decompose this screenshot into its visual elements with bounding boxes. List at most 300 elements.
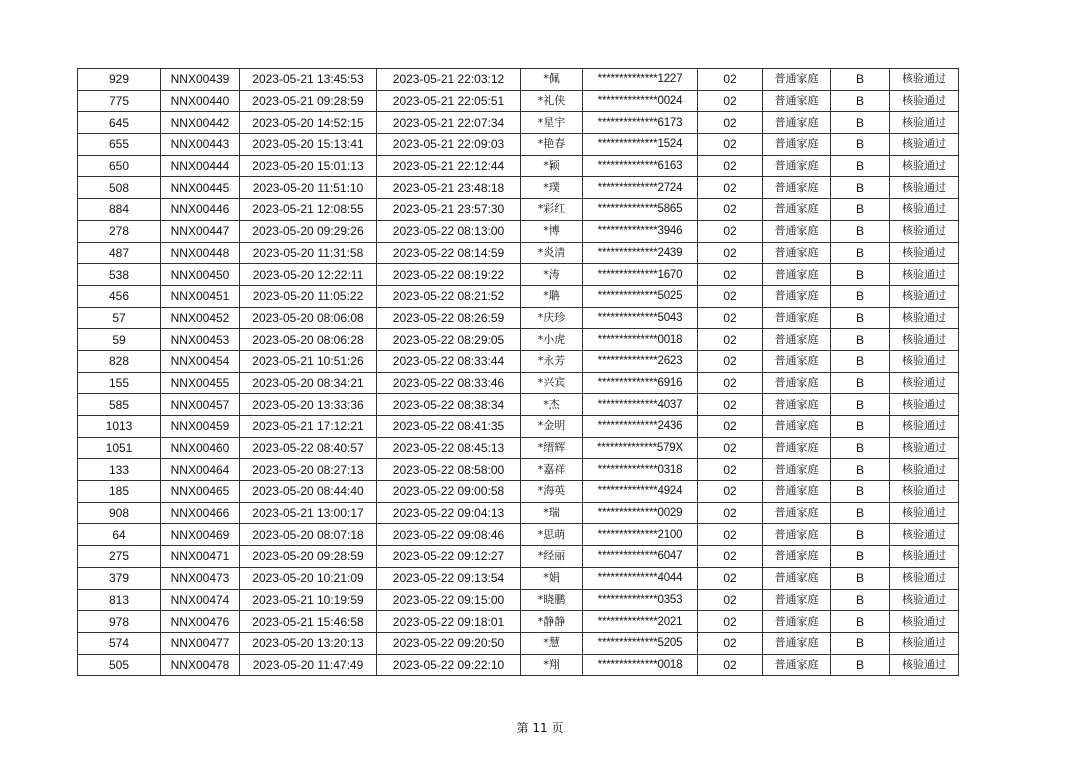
id-number-cell: **************6047 — [583, 546, 698, 568]
review-time-cell: 2023-05-22 09:04:13 — [377, 502, 521, 524]
grade-cell: B — [831, 481, 890, 503]
grade-cell: B — [831, 90, 890, 112]
status-cell: 核验通过 — [890, 459, 959, 481]
apply-time-cell: 2023-05-20 14:52:15 — [240, 112, 377, 134]
family-type-cell: 普通家庭 — [763, 372, 831, 394]
id-number-cell: **************3946 — [583, 220, 698, 242]
grade-cell: B — [831, 524, 890, 546]
family-type-cell: 普通家庭 — [763, 285, 831, 307]
family-type-cell: 普通家庭 — [763, 394, 831, 416]
seq-cell: 456 — [78, 285, 161, 307]
status-cell: 核验通过 — [890, 546, 959, 568]
status-cell: 核验通过 — [890, 112, 959, 134]
name-cell: *慧 — [521, 632, 583, 654]
apply-time-cell: 2023-05-20 08:06:08 — [240, 307, 377, 329]
family-type-cell: 普通家庭 — [763, 134, 831, 156]
code-cell: 02 — [698, 394, 763, 416]
table-row — [78, 546, 959, 568]
applicant-id-cell: NNX00474 — [161, 589, 240, 611]
apply-time-cell: 2023-05-21 17:12:21 — [240, 416, 377, 438]
name-cell: *永芳 — [521, 350, 583, 372]
apply-time-cell: 2023-05-20 08:44:40 — [240, 481, 377, 503]
table-row — [78, 242, 959, 264]
review-time-cell: 2023-05-22 09:13:54 — [377, 567, 521, 589]
id-number-cell: **************6916 — [583, 372, 698, 394]
review-time-cell: 2023-05-22 09:00:58 — [377, 481, 521, 503]
seq-cell: 275 — [78, 546, 161, 568]
applicant-id-cell: NNX00465 — [161, 481, 240, 503]
applicant-id-cell: NNX00452 — [161, 307, 240, 329]
seq-cell: 585 — [78, 394, 161, 416]
code-cell: 02 — [698, 285, 763, 307]
table-row — [78, 459, 959, 481]
applicant-id-cell: NNX00442 — [161, 112, 240, 134]
review-time-cell: 2023-05-22 08:26:59 — [377, 307, 521, 329]
code-cell: 02 — [698, 199, 763, 221]
apply-time-cell: 2023-05-20 11:05:22 — [240, 285, 377, 307]
apply-time-cell: 2023-05-21 13:00:17 — [240, 502, 377, 524]
review-time-cell: 2023-05-22 08:33:46 — [377, 372, 521, 394]
applicant-id-cell: NNX00450 — [161, 264, 240, 286]
table-row — [78, 437, 959, 459]
applicant-id-cell: NNX00457 — [161, 394, 240, 416]
status-cell: 核验通过 — [890, 524, 959, 546]
name-cell: *海英 — [521, 481, 583, 503]
seq-cell: 775 — [78, 90, 161, 112]
id-number-cell: **************6173 — [583, 112, 698, 134]
review-time-cell: 2023-05-21 22:07:34 — [377, 112, 521, 134]
status-cell: 核验通过 — [890, 242, 959, 264]
family-type-cell: 普通家庭 — [763, 459, 831, 481]
seq-cell: 650 — [78, 155, 161, 177]
code-cell: 02 — [698, 524, 763, 546]
apply-time-cell: 2023-05-20 09:28:59 — [240, 546, 377, 568]
apply-time-cell: 2023-05-21 09:28:59 — [240, 90, 377, 112]
applicant-id-cell: NNX00471 — [161, 546, 240, 568]
family-type-cell: 普通家庭 — [763, 69, 831, 91]
seq-cell: 1051 — [78, 437, 161, 459]
records-body — [78, 69, 959, 676]
apply-time-cell: 2023-05-20 08:07:18 — [240, 524, 377, 546]
grade-cell: B — [831, 416, 890, 438]
table-row — [78, 155, 959, 177]
table-row — [78, 394, 959, 416]
code-cell: 02 — [698, 611, 763, 633]
status-cell: 核验通过 — [890, 177, 959, 199]
seq-cell: 978 — [78, 611, 161, 633]
id-number-cell: **************0024 — [583, 90, 698, 112]
status-cell: 核验通过 — [890, 416, 959, 438]
id-number-cell: **************0318 — [583, 459, 698, 481]
code-cell: 02 — [698, 481, 763, 503]
table-row — [78, 90, 959, 112]
code-cell: 02 — [698, 155, 763, 177]
review-time-cell: 2023-05-22 09:18:01 — [377, 611, 521, 633]
status-cell: 核验通过 — [890, 632, 959, 654]
review-time-cell: 2023-05-21 22:09:03 — [377, 134, 521, 156]
code-cell: 02 — [698, 220, 763, 242]
id-number-cell: **************4037 — [583, 394, 698, 416]
apply-time-cell: 2023-05-20 10:21:09 — [240, 567, 377, 589]
table-row — [78, 329, 959, 351]
apply-time-cell: 2023-05-20 15:13:41 — [240, 134, 377, 156]
id-number-cell: **************579X — [583, 437, 698, 459]
apply-time-cell: 2023-05-21 15:46:58 — [240, 611, 377, 633]
id-number-cell: **************1670 — [583, 264, 698, 286]
table-row — [78, 220, 959, 242]
id-number-cell: **************5865 — [583, 199, 698, 221]
seq-cell: 133 — [78, 459, 161, 481]
review-time-cell: 2023-05-22 08:41:35 — [377, 416, 521, 438]
family-type-cell: 普通家庭 — [763, 242, 831, 264]
code-cell: 02 — [698, 264, 763, 286]
seq-cell: 508 — [78, 177, 161, 199]
table-row — [78, 524, 959, 546]
grade-cell: B — [831, 242, 890, 264]
status-cell: 核验通过 — [890, 134, 959, 156]
seq-cell: 908 — [78, 502, 161, 524]
table-row — [78, 654, 959, 676]
family-type-cell: 普通家庭 — [763, 112, 831, 134]
table-row — [78, 69, 959, 91]
grade-cell: B — [831, 394, 890, 416]
apply-time-cell: 2023-05-20 12:22:11 — [240, 264, 377, 286]
grade-cell: B — [831, 264, 890, 286]
review-time-cell: 2023-05-22 09:08:46 — [377, 524, 521, 546]
apply-time-cell: 2023-05-21 12:08:55 — [240, 199, 377, 221]
name-cell: *庆珍 — [521, 307, 583, 329]
applicant-id-cell: NNX00477 — [161, 632, 240, 654]
table-row — [78, 416, 959, 438]
name-cell: *颖 — [521, 155, 583, 177]
family-type-cell: 普通家庭 — [763, 90, 831, 112]
name-cell: *炎清 — [521, 242, 583, 264]
seq-cell: 538 — [78, 264, 161, 286]
seq-cell: 929 — [78, 69, 161, 91]
seq-cell: 59 — [78, 329, 161, 351]
id-number-cell: **************0353 — [583, 589, 698, 611]
id-number-cell: **************4924 — [583, 481, 698, 503]
applicant-id-cell: NNX00476 — [161, 611, 240, 633]
apply-time-cell: 2023-05-20 11:47:49 — [240, 654, 377, 676]
code-cell: 02 — [698, 502, 763, 524]
status-cell: 核验通过 — [890, 372, 959, 394]
id-number-cell: **************2623 — [583, 350, 698, 372]
grade-cell: B — [831, 589, 890, 611]
apply-time-cell: 2023-05-20 13:20:13 — [240, 632, 377, 654]
family-type-cell: 普通家庭 — [763, 329, 831, 351]
code-cell: 02 — [698, 589, 763, 611]
family-type-cell: 普通家庭 — [763, 177, 831, 199]
review-time-cell: 2023-05-22 08:45:13 — [377, 437, 521, 459]
grade-cell: B — [831, 220, 890, 242]
table-row — [78, 350, 959, 372]
name-cell: *杰 — [521, 394, 583, 416]
table-row — [78, 285, 959, 307]
status-cell: 核验通过 — [890, 264, 959, 286]
status-cell: 核验通过 — [890, 502, 959, 524]
status-cell: 核验通过 — [890, 307, 959, 329]
name-cell: *静静 — [521, 611, 583, 633]
table-row — [78, 632, 959, 654]
grade-cell: B — [831, 437, 890, 459]
name-cell: *小虎 — [521, 329, 583, 351]
seq-cell: 645 — [78, 112, 161, 134]
code-cell: 02 — [698, 437, 763, 459]
apply-time-cell: 2023-05-20 08:27:13 — [240, 459, 377, 481]
name-cell: *缙辉 — [521, 437, 583, 459]
family-type-cell: 普通家庭 — [763, 307, 831, 329]
applicant-id-cell: NNX00455 — [161, 372, 240, 394]
table-row — [78, 134, 959, 156]
code-cell: 02 — [698, 459, 763, 481]
seq-cell: 1013 — [78, 416, 161, 438]
code-cell: 02 — [698, 112, 763, 134]
name-cell: *佩 — [521, 69, 583, 91]
id-number-cell: **************4044 — [583, 567, 698, 589]
name-cell: *博 — [521, 220, 583, 242]
table-row — [78, 177, 959, 199]
apply-time-cell: 2023-05-20 08:06:28 — [240, 329, 377, 351]
name-cell: *金明 — [521, 416, 583, 438]
code-cell: 02 — [698, 69, 763, 91]
name-cell: *彩红 — [521, 199, 583, 221]
seq-cell: 487 — [78, 242, 161, 264]
apply-time-cell: 2023-05-20 11:31:58 — [240, 242, 377, 264]
name-cell: *晓鹏 — [521, 589, 583, 611]
apply-time-cell: 2023-05-20 09:29:26 — [240, 220, 377, 242]
id-number-cell: **************2021 — [583, 611, 698, 633]
review-time-cell: 2023-05-22 09:12:27 — [377, 546, 521, 568]
family-type-cell: 普通家庭 — [763, 481, 831, 503]
grade-cell: B — [831, 199, 890, 221]
seq-cell: 57 — [78, 307, 161, 329]
review-time-cell: 2023-05-22 08:14:59 — [377, 242, 521, 264]
code-cell: 02 — [698, 567, 763, 589]
review-time-cell: 2023-05-21 23:48:18 — [377, 177, 521, 199]
name-cell: *兴宾 — [521, 372, 583, 394]
table-row — [78, 567, 959, 589]
applicant-id-cell: NNX00460 — [161, 437, 240, 459]
table-row — [78, 589, 959, 611]
family-type-cell: 普通家庭 — [763, 416, 831, 438]
status-cell: 核验通过 — [890, 90, 959, 112]
name-cell: *艳春 — [521, 134, 583, 156]
grade-cell: B — [831, 155, 890, 177]
applicant-id-cell: NNX00440 — [161, 90, 240, 112]
grade-cell: B — [831, 546, 890, 568]
applicant-id-cell: NNX00473 — [161, 567, 240, 589]
applicant-id-cell: NNX00453 — [161, 329, 240, 351]
grade-cell: B — [831, 350, 890, 372]
status-cell: 核验通过 — [890, 437, 959, 459]
family-type-cell: 普通家庭 — [763, 589, 831, 611]
grade-cell: B — [831, 567, 890, 589]
review-time-cell: 2023-05-21 22:05:51 — [377, 90, 521, 112]
seq-cell: 64 — [78, 524, 161, 546]
id-number-cell: **************0018 — [583, 654, 698, 676]
name-cell: *思萌 — [521, 524, 583, 546]
name-cell: *璞 — [521, 177, 583, 199]
apply-time-cell: 2023-05-20 11:51:10 — [240, 177, 377, 199]
seq-cell: 884 — [78, 199, 161, 221]
grade-cell: B — [831, 69, 890, 91]
applicant-id-cell: NNX00446 — [161, 199, 240, 221]
family-type-cell: 普通家庭 — [763, 155, 831, 177]
family-type-cell: 普通家庭 — [763, 264, 831, 286]
status-cell: 核验通过 — [890, 611, 959, 633]
family-type-cell: 普通家庭 — [763, 654, 831, 676]
grade-cell: B — [831, 329, 890, 351]
code-cell: 02 — [698, 329, 763, 351]
status-cell: 核验通过 — [890, 394, 959, 416]
applicant-id-cell: NNX00448 — [161, 242, 240, 264]
review-time-cell: 2023-05-22 08:38:34 — [377, 394, 521, 416]
id-number-cell: **************1524 — [583, 134, 698, 156]
code-cell: 02 — [698, 177, 763, 199]
applicant-id-cell: NNX00469 — [161, 524, 240, 546]
table-row — [78, 307, 959, 329]
seq-cell: 505 — [78, 654, 161, 676]
table-row — [78, 611, 959, 633]
family-type-cell: 普通家庭 — [763, 199, 831, 221]
grade-cell: B — [831, 654, 890, 676]
status-cell: 核验通过 — [890, 155, 959, 177]
name-cell: *礼侠 — [521, 90, 583, 112]
name-cell: *涛 — [521, 264, 583, 286]
review-time-cell: 2023-05-22 08:13:00 — [377, 220, 521, 242]
applicant-id-cell: NNX00459 — [161, 416, 240, 438]
seq-cell: 155 — [78, 372, 161, 394]
status-cell: 核验通过 — [890, 285, 959, 307]
status-cell: 核验通过 — [890, 220, 959, 242]
grade-cell: B — [831, 307, 890, 329]
id-number-cell: **************6163 — [583, 155, 698, 177]
status-cell: 核验通过 — [890, 329, 959, 351]
status-cell: 核验通过 — [890, 69, 959, 91]
family-type-cell: 普通家庭 — [763, 546, 831, 568]
table-row — [78, 502, 959, 524]
status-cell: 核验通过 — [890, 481, 959, 503]
apply-time-cell: 2023-05-20 15:01:13 — [240, 155, 377, 177]
seq-cell: 813 — [78, 589, 161, 611]
id-number-cell: **************2436 — [583, 416, 698, 438]
applicant-id-cell: NNX00454 — [161, 350, 240, 372]
table-row — [78, 481, 959, 503]
apply-time-cell: 2023-05-20 08:34:21 — [240, 372, 377, 394]
review-time-cell: 2023-05-22 08:21:52 — [377, 285, 521, 307]
review-time-cell: 2023-05-22 08:33:44 — [377, 350, 521, 372]
seq-cell: 574 — [78, 632, 161, 654]
apply-time-cell: 2023-05-22 08:40:57 — [240, 437, 377, 459]
code-cell: 02 — [698, 134, 763, 156]
applicant-id-cell: NNX00466 — [161, 502, 240, 524]
family-type-cell: 普通家庭 — [763, 350, 831, 372]
table-row — [78, 112, 959, 134]
seq-cell: 278 — [78, 220, 161, 242]
id-number-cell: **************5025 — [583, 285, 698, 307]
apply-time-cell: 2023-05-20 13:33:36 — [240, 394, 377, 416]
code-cell: 02 — [698, 632, 763, 654]
grade-cell: B — [831, 459, 890, 481]
name-cell: *经丽 — [521, 546, 583, 568]
id-number-cell: **************1227 — [583, 69, 698, 91]
applicant-id-cell: NNX00451 — [161, 285, 240, 307]
family-type-cell: 普通家庭 — [763, 567, 831, 589]
code-cell: 02 — [698, 242, 763, 264]
seq-cell: 655 — [78, 134, 161, 156]
id-number-cell: **************5043 — [583, 307, 698, 329]
status-cell: 核验通过 — [890, 589, 959, 611]
name-cell: *翔 — [521, 654, 583, 676]
grade-cell: B — [831, 134, 890, 156]
family-type-cell: 普通家庭 — [763, 220, 831, 242]
applicant-id-cell: NNX00444 — [161, 155, 240, 177]
applicant-id-cell: NNX00439 — [161, 69, 240, 91]
grade-cell: B — [831, 502, 890, 524]
status-cell: 核验通过 — [890, 654, 959, 676]
grade-cell: B — [831, 372, 890, 394]
review-time-cell: 2023-05-22 08:58:00 — [377, 459, 521, 481]
applicant-id-cell: NNX00445 — [161, 177, 240, 199]
applicant-id-cell: NNX00443 — [161, 134, 240, 156]
grade-cell: B — [831, 177, 890, 199]
code-cell: 02 — [698, 546, 763, 568]
grade-cell: B — [831, 611, 890, 633]
family-type-cell: 普通家庭 — [763, 502, 831, 524]
review-time-cell: 2023-05-22 08:29:05 — [377, 329, 521, 351]
code-cell: 02 — [698, 416, 763, 438]
grade-cell: B — [831, 285, 890, 307]
status-cell: 核验通过 — [890, 199, 959, 221]
records-table — [77, 68, 959, 676]
apply-time-cell: 2023-05-21 13:45:53 — [240, 69, 377, 91]
apply-time-cell: 2023-05-21 10:19:59 — [240, 589, 377, 611]
review-time-cell: 2023-05-21 22:03:12 — [377, 69, 521, 91]
family-type-cell: 普通家庭 — [763, 611, 831, 633]
applicant-id-cell: NNX00447 — [161, 220, 240, 242]
id-number-cell: **************5205 — [583, 632, 698, 654]
review-time-cell: 2023-05-22 08:19:22 — [377, 264, 521, 286]
applicant-id-cell: NNX00478 — [161, 654, 240, 676]
code-cell: 02 — [698, 307, 763, 329]
review-time-cell: 2023-05-21 22:12:44 — [377, 155, 521, 177]
family-type-cell: 普通家庭 — [763, 437, 831, 459]
review-time-cell: 2023-05-22 09:15:00 — [377, 589, 521, 611]
name-cell: *嘉祥 — [521, 459, 583, 481]
table-row — [78, 264, 959, 286]
status-cell: 核验通过 — [890, 350, 959, 372]
apply-time-cell: 2023-05-21 10:51:26 — [240, 350, 377, 372]
name-cell: *瑞 — [521, 502, 583, 524]
family-type-cell: 普通家庭 — [763, 632, 831, 654]
grade-cell: B — [831, 112, 890, 134]
id-number-cell: **************0018 — [583, 329, 698, 351]
table-row — [78, 199, 959, 221]
id-number-cell: **************2724 — [583, 177, 698, 199]
name-cell: *娟 — [521, 567, 583, 589]
code-cell: 02 — [698, 350, 763, 372]
code-cell: 02 — [698, 372, 763, 394]
review-time-cell: 2023-05-22 09:22:10 — [377, 654, 521, 676]
seq-cell: 828 — [78, 350, 161, 372]
id-number-cell: **************2439 — [583, 242, 698, 264]
code-cell: 02 — [698, 654, 763, 676]
applicant-id-cell: NNX00464 — [161, 459, 240, 481]
review-time-cell: 2023-05-21 23:57:30 — [377, 199, 521, 221]
table-row — [78, 372, 959, 394]
seq-cell: 379 — [78, 567, 161, 589]
